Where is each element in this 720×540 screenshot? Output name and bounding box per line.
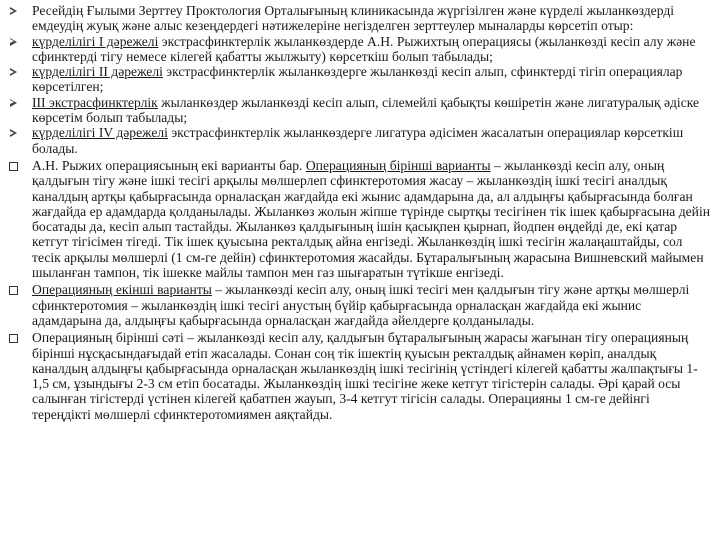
- list-item: [8, 64, 710, 95]
- square-bullet-icon: [8, 330, 32, 345]
- list-item-body: – жыланкөзді кесіп алу, оның қалдығын тігу және ішкі тесігі арқылы мөлшерлеп сфинктеротомия жасау – жыланкөздің ішкі тесігі аналдық каналдың артқы қабырғасында орналасқан жағдайда екі жынис адамдарына да, ал алдыңғы қабырғасында болған жағдайда ер адамдарда қолданылады. Жыланкөз жолын жіпше түрінде сыртқы тесігінен тік ішек қабырғасына дейін босатады да, кесіп алып тастайды. Жыланкөз қалдығының ішін қасықпен қырнап, йодпен өңдейді де, екі қатар кетгут тігісімен тігеді. Тік ішек қуысына ректалдық айна енгізеді. Жыланкөздің ішкі тесігін жалаңаштайды, сол тесік арқылы мөлшерлі (1 см-ге дейін) сфинктеротомия жасайды. Бұтаралығының жарасына Вишневский майымен шыланған тампон, тік ішекке майлы тампон мен газ шығаратын түтікше енгізеді.: [32, 157, 711, 281]
- list-item: [8, 34, 710, 65]
- list-item: [8, 95, 710, 126]
- underlined-term: күрделілігі І дәрежелі: [32, 33, 159, 49]
- list-item: [8, 3, 710, 34]
- arrow-bullet-icon: [8, 95, 32, 110]
- list-item-text: [32, 282, 710, 328]
- square-bullet-icon: [8, 158, 32, 173]
- list-item-body: экстрасфинктерлік жыланкөздерге жыланкөзді кесіп алып, сфинктерді тігіп операциялар көрсетілген;: [32, 64, 683, 95]
- underlined-term: Операцияның екінші варианты: [32, 282, 212, 298]
- list-item: [8, 330, 710, 422]
- arrow-bullet-icon: [8, 125, 32, 140]
- list-item: [8, 125, 710, 156]
- underlined-term: Операцияның бірінші варианты: [305, 157, 491, 173]
- list-item: [8, 282, 710, 328]
- list-item-body: – жыланкөзді кесіп алу, оның ішкі тесігі мен қалдығын тігу және артқы мөлшерлі сфинктеротомия – жыланкөздің ішкі тесігі анустың бүйір қабырғасында орналасқан жағдайда екі жынис адамдарына да, алдыңғы қабырғасында орналасқан жағдайда әйелдерге қолданылады.: [32, 282, 690, 328]
- list-item-body: экстрасфинктерлік жыланкөздерде А.Н. Рыжихтың операциясы (жыланкөзді кесіп алу және сфинктерді тігу немесе кілегей қабатты жылжыту) көрсеткіш болып табылады;: [32, 33, 696, 64]
- underlined-term: ІІІ экстрасфинктерлік: [32, 94, 158, 110]
- arrow-bullet-icon: [8, 34, 32, 49]
- list-item-body: жыланкөздер жыланкөзді кесіп алып, сілемейлі қабықты көшіретін және лигатуралық әдіске көрсетім болып табылады;: [32, 94, 700, 126]
- list-item-text: [32, 34, 710, 65]
- list-item-body: экстрасфинктерлік жыланкөздерге лигатура әдісімен жасалатын операциялар көрсеткіш болады.: [32, 125, 684, 156]
- square-bullet-icon: [8, 282, 32, 297]
- list-item-text: [32, 158, 710, 280]
- arrow-bullet-icon: [8, 3, 32, 18]
- underlined-term: күрделілігі ІІ дәрежелі: [32, 64, 163, 80]
- content-list: [8, 3, 710, 422]
- list-item-text: [32, 95, 710, 126]
- list-item-text: [32, 125, 710, 156]
- underlined-term: күрделілігі ІV дәрежелі: [32, 125, 168, 141]
- list-item-text: Ресейдің Ғылыми Зерттеу Проктология Орталығының клиникасында жүргізілген және күрделі жыланкөздерді емдеудің жуық және алыс кезеңдердегі нәтижелеріне негізделген зерттеулер мыналарды көрсетіп отыр:: [32, 3, 675, 34]
- list-item-text: Операцияның бірінші сәті – жыланкөзді кесіп алу, қалдығын бұтаралығының жарасы жағынан тігу операцияның бірінші нұсқасындағыдай етіп жасалады. Сонан соң тік ішектің қуысын ректалдық айнамен көріп, аналдық каналдың алдыңғы қабырғасында орналасқан жыланкөздің ішкі тесігінің үстіндегі кілегей қабатты жалпақтығы 1-1,5 см, ұзындығы 2-3 см етіп босатады. Жыланкөздің ішкі тесігіне жеке кетгут тігістерін салады. Әрі қарай осы салынған тігістерді үстінен кілегей қабатпен жауып, 3-4 кетгут тігісін салады. Операцияны 1 см-ге дейінгі тереңдікті мөлшерлі сфинктеротомиямен аяқтайды.: [32, 330, 698, 422]
- arrow-bullet-icon: [8, 64, 32, 79]
- list-item-text: [32, 64, 710, 95]
- list-item-lead: А.Н. Рыжих операциясының екі варианты бар.: [32, 157, 306, 173]
- list-item: [8, 158, 710, 280]
